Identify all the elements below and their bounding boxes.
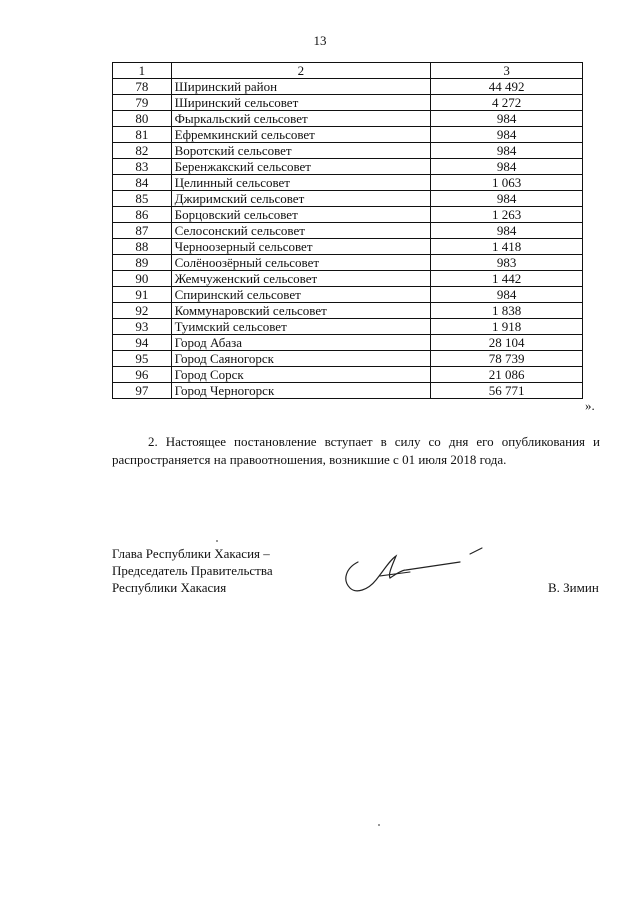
row-number-cell: 94 xyxy=(113,335,172,351)
scan-speck xyxy=(378,824,380,826)
signer-name: В. Зимин xyxy=(548,580,599,595)
territory-name-cell: Черноозерный сельсовет xyxy=(171,239,431,255)
territory-name-cell: Туимский сельсовет xyxy=(171,319,431,335)
value-cell: 1 918 xyxy=(431,319,583,335)
row-number-cell: 96 xyxy=(113,367,172,383)
row-number-cell: 84 xyxy=(113,175,172,191)
value-cell: 4 272 xyxy=(431,95,583,111)
territory-name-cell: Фыркальский сельсовет xyxy=(171,111,431,127)
row-number-cell: 89 xyxy=(113,255,172,271)
table-row xyxy=(113,159,583,175)
row-number-cell: 91 xyxy=(113,287,172,303)
value-cell: 1 442 xyxy=(431,271,583,287)
data-table xyxy=(112,62,583,399)
row-number-cell: 97 xyxy=(113,383,172,399)
table-row xyxy=(113,175,583,191)
row-number-cell: 88 xyxy=(113,239,172,255)
column-header: 3 xyxy=(431,63,583,79)
territory-name-cell: Коммунаровский сельсовет xyxy=(171,303,431,319)
column-header: 2 xyxy=(171,63,431,79)
row-number-cell: 78 xyxy=(113,79,172,95)
row-number-cell: 87 xyxy=(113,223,172,239)
territory-name-cell: Ширинский сельсовет xyxy=(171,95,431,111)
signer-title-line: Председатель Правительства xyxy=(112,563,273,578)
value-cell: 21 086 xyxy=(431,367,583,383)
value-cell: 78 739 xyxy=(431,351,583,367)
value-cell: 984 xyxy=(431,223,583,239)
table-row xyxy=(113,367,583,383)
signer-title-line: Республики Хакасия xyxy=(112,580,227,595)
table-row xyxy=(113,207,583,223)
value-cell: 1 063 xyxy=(431,175,583,191)
territory-name-cell: Селосонский сельсовет xyxy=(171,223,431,239)
page-number: 13 xyxy=(313,33,327,48)
territory-name-cell: Целинный сельсовет xyxy=(171,175,431,191)
value-cell: 984 xyxy=(431,127,583,143)
territory-name-cell: Ефремкинский сельсовет xyxy=(171,127,431,143)
value-cell: 28 104 xyxy=(431,335,583,351)
value-cell: 1 263 xyxy=(431,207,583,223)
row-number-cell: 90 xyxy=(113,271,172,287)
table-row xyxy=(113,303,583,319)
table-row xyxy=(113,143,583,159)
territory-name-cell: Жемчуженский сельсовет xyxy=(171,271,431,287)
table-header-row xyxy=(113,63,583,79)
territory-name-cell: Город Сорск xyxy=(171,367,431,383)
column-header: 1 xyxy=(113,63,172,79)
territory-name-cell: Борцовский сельсовет xyxy=(171,207,431,223)
value-cell: 984 xyxy=(431,159,583,175)
row-number-cell: 79 xyxy=(113,95,172,111)
handwritten-signature xyxy=(340,540,490,605)
row-number-cell: 83 xyxy=(113,159,172,175)
row-number-cell: 81 xyxy=(113,127,172,143)
value-cell: 984 xyxy=(431,287,583,303)
table-body xyxy=(113,79,583,399)
closing-quote: ». xyxy=(585,398,595,413)
row-number-cell: 86 xyxy=(113,207,172,223)
territory-name-cell: Город Саяногорск xyxy=(171,351,431,367)
table-row xyxy=(113,319,583,335)
signer-title xyxy=(112,545,273,596)
table-row xyxy=(113,95,583,111)
territory-name-cell: Город Черногорск xyxy=(171,383,431,399)
territory-name-cell: Спиринский сельсовет xyxy=(171,287,431,303)
table-row xyxy=(113,191,583,207)
value-cell: 984 xyxy=(431,143,583,159)
row-number-cell: 85 xyxy=(113,191,172,207)
row-number-cell: 93 xyxy=(113,319,172,335)
table-row xyxy=(113,127,583,143)
table-row xyxy=(113,383,583,399)
table-row xyxy=(113,271,583,287)
row-number-cell: 80 xyxy=(113,111,172,127)
value-cell: 56 771 xyxy=(431,383,583,399)
row-number-cell: 95 xyxy=(113,351,172,367)
territory-name-cell: Джиримский сельсовет xyxy=(171,191,431,207)
value-cell: 984 xyxy=(431,191,583,207)
body-paragraph: 2. Настоящее постановление вступает в силу со дня его опубликования и распространяется на правоотношения, возникшие с 01 июля 2018 года. xyxy=(112,434,600,467)
value-cell: 1 838 xyxy=(431,303,583,319)
table-row xyxy=(113,335,583,351)
row-number-cell: 92 xyxy=(113,303,172,319)
value-cell: 1 418 xyxy=(431,239,583,255)
table-row xyxy=(113,255,583,271)
table-row xyxy=(113,351,583,367)
table-row xyxy=(113,223,583,239)
scan-speck xyxy=(216,540,218,542)
signer-title-line: Глава Республики Хакасия – xyxy=(112,546,270,561)
table-row xyxy=(113,111,583,127)
territory-name-cell: Солёноозёрный сельсовет xyxy=(171,255,431,271)
table-row xyxy=(113,239,583,255)
table-row xyxy=(113,79,583,95)
row-number-cell: 82 xyxy=(113,143,172,159)
territory-name-cell: Воротский сельсовет xyxy=(171,143,431,159)
table-row xyxy=(113,287,583,303)
value-cell: 44 492 xyxy=(431,79,583,95)
territory-name-cell: Беренжакский сельсовет xyxy=(171,159,431,175)
territory-name-cell: Ширинский район xyxy=(171,79,431,95)
value-cell: 983 xyxy=(431,255,583,271)
value-cell: 984 xyxy=(431,111,583,127)
territory-name-cell: Город Абаза xyxy=(171,335,431,351)
